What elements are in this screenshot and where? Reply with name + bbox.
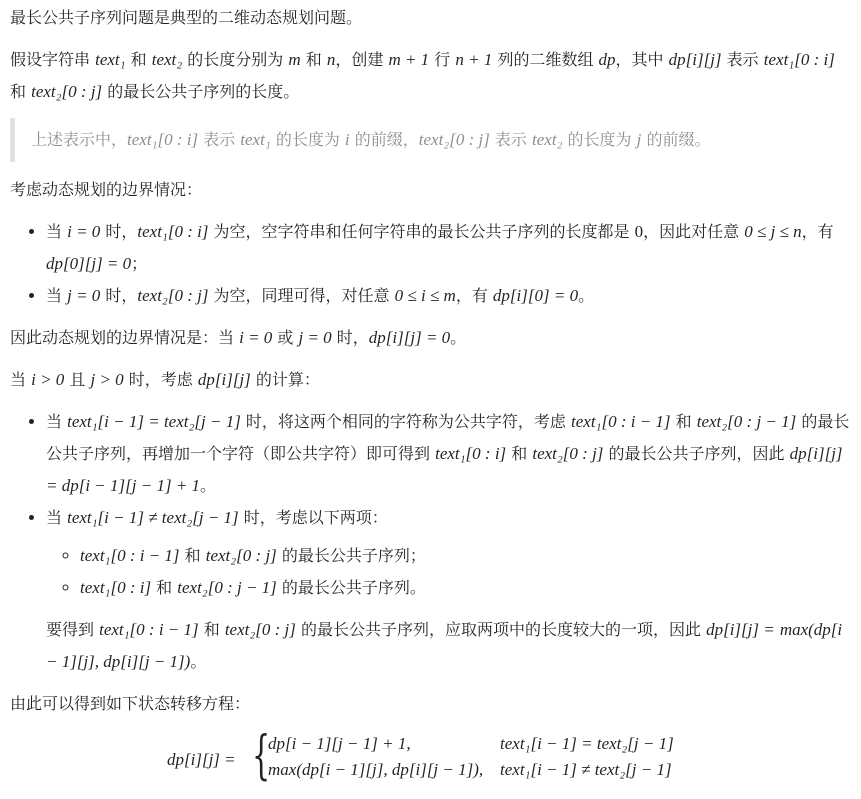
formula-condition-1: text₁[i − 1] = text₂[j − 1] <box>500 734 674 753</box>
text: 时， <box>100 286 138 305</box>
boundary-list <box>10 216 851 312</box>
math: i <box>344 130 350 149</box>
text: 的最长公共子序列； <box>276 546 426 565</box>
list-item <box>46 502 851 678</box>
formula-brace: { <box>252 726 271 786</box>
text: 行 <box>429 50 456 69</box>
text: 时，将这两个相同的字符称为公共字符，考虑 <box>240 412 571 431</box>
math: dp[i][0] = 0 <box>492 286 579 305</box>
math: max(dp[i − 1][j], dp[i][j − 1]) <box>46 620 843 671</box>
text: 且 <box>64 370 91 389</box>
text: 当 <box>46 412 68 431</box>
math: text₂[0 : j − 1] <box>696 412 797 431</box>
list-item <box>80 540 851 572</box>
text: 要得到 <box>46 620 100 639</box>
math: text₁[i − 1] = text₂[j − 1] <box>67 412 241 431</box>
math: text₁[0 : i] <box>435 444 507 463</box>
text: 和 <box>179 546 206 565</box>
math: text₁[0 : i] <box>137 222 209 241</box>
blockquote <box>10 118 851 162</box>
text: 或 <box>272 328 299 347</box>
math: m + 1 <box>388 50 430 69</box>
text: 。 <box>200 476 217 495</box>
formula-case-2: max(dp[i − 1][j], dp[i][j − 1]), <box>268 760 484 779</box>
text: ，有 <box>801 222 834 241</box>
text: 和 <box>670 412 697 431</box>
text: 表示 <box>721 50 764 69</box>
math: text₁[0 : i − 1] <box>80 546 180 565</box>
text: 时， <box>100 222 138 241</box>
math: text₂[0 : j] <box>31 82 103 101</box>
text: 的最长公共子序列，应取两项中的长度较大的一项，因此 <box>295 620 707 639</box>
math: dp[i][j] = dp[i − 1][j − 1] + 1 <box>46 444 843 495</box>
math: n <box>326 50 336 69</box>
text: 当 <box>46 286 68 305</box>
math: text₁[0 : i] <box>80 578 152 597</box>
intro-paragraph: 最长公共子序列问题是典型的二维动态规划问题。 <box>10 8 363 27</box>
math: text₂[0 : j] <box>205 546 277 565</box>
text: 的最长公共子序列，再增加一个字符（即公共字符）即可得到 <box>46 412 850 463</box>
case-conclusion <box>46 614 851 678</box>
math: text₁[0 : i − 1] <box>571 412 671 431</box>
text: 。 <box>190 652 207 671</box>
boundary-summary <box>10 322 851 354</box>
sub-list <box>46 540 851 604</box>
boundary-heading: 考虑动态规划的边界情况： <box>10 180 203 199</box>
text: ； <box>131 254 148 273</box>
transition-heading: 由此可以得到如下状态转移方程： <box>10 694 251 713</box>
text: 和 <box>198 620 225 639</box>
math: i = 0 <box>67 222 101 241</box>
text: 上述表示中， <box>31 130 128 149</box>
text: 的长度分别为 <box>182 50 289 69</box>
text: ，创建 <box>335 50 389 69</box>
math: 0 ≤ j ≤ n <box>744 222 802 241</box>
text: 因此动态规划的边界情况是：当 <box>10 328 240 347</box>
text: 表示 <box>489 130 533 149</box>
math: j = 0 <box>67 286 101 305</box>
text: 和 <box>10 82 32 101</box>
text: 当 <box>10 370 32 389</box>
math: dp[0][j] = 0 <box>46 254 132 273</box>
math: text₂[0 : j − 1] <box>177 578 277 597</box>
text: 的最长公共子序列，因此 <box>603 444 790 463</box>
text: 时，考虑以下两项： <box>238 508 388 527</box>
math: i > 0 <box>31 370 65 389</box>
text: ，因此对任意 <box>643 222 745 241</box>
text: 的前缀。 <box>641 130 711 149</box>
math: text₂[0 : j] <box>418 130 490 149</box>
text: 的最长公共子序列的长度。 <box>102 82 300 101</box>
math: text₁[0 : i] <box>763 50 835 69</box>
text: 的长度为 <box>562 130 637 149</box>
case-list <box>10 406 851 678</box>
math: i = 0 <box>239 328 273 347</box>
text: 的最长公共子序列。 <box>276 578 426 597</box>
text: 和 <box>125 50 152 69</box>
case-heading <box>10 364 851 396</box>
text: 。 <box>578 286 595 305</box>
list-item <box>46 406 851 502</box>
text: 为空，同理可得，对任意 <box>208 286 395 305</box>
text: 假设字符串 <box>10 50 96 69</box>
math: text₁[0 : i − 1] <box>99 620 199 639</box>
text: ，其中 <box>615 50 669 69</box>
math: dp <box>598 50 616 69</box>
setup-paragraph <box>10 44 851 108</box>
math: text₂[0 : j] <box>224 620 296 639</box>
text: 时，考虑 <box>123 370 198 389</box>
text: 时， <box>331 328 369 347</box>
text: ，有 <box>455 286 493 305</box>
math: text₁ <box>240 130 271 149</box>
math: m <box>288 50 301 69</box>
math: j <box>636 130 642 149</box>
state-transition-formula <box>10 726 851 792</box>
math: text₂[0 : j] <box>532 444 604 463</box>
list-item <box>80 572 851 604</box>
math: text₁[0 : i] <box>127 130 199 149</box>
math: text₂ <box>532 130 563 149</box>
math: j = 0 <box>298 328 332 347</box>
math: text₂[0 : j] <box>137 286 209 305</box>
math: 0 ≤ i ≤ m <box>394 286 456 305</box>
text: 为空，空字符串和任何字符串的最长公共子序列的长度都是 <box>208 222 635 241</box>
math: text₂ <box>151 50 183 69</box>
math: n + 1 <box>455 50 493 69</box>
math: dp[i][j] = 0 <box>368 328 451 347</box>
text: 表示 <box>198 130 241 149</box>
text: 和 <box>151 578 178 597</box>
text: 当 <box>46 508 68 527</box>
text: 的前缀， <box>349 130 419 149</box>
math: dp[i][j] <box>668 50 722 69</box>
formula-condition-2: text₁[i − 1] ≠ text₂[j − 1] <box>500 760 672 779</box>
text: 和 <box>300 50 327 69</box>
text: 的计算： <box>250 370 320 389</box>
math: text₁[i − 1] ≠ text₂[j − 1] <box>67 508 239 527</box>
math: 0 <box>634 222 644 241</box>
list-item <box>46 216 851 280</box>
text: 和 <box>506 444 533 463</box>
text: 的长度为 <box>270 130 345 149</box>
text: 。 <box>450 328 467 347</box>
text: 当 <box>46 222 68 241</box>
math: j > 0 <box>90 370 124 389</box>
formula-lhs: dp[i][j] = <box>167 750 236 769</box>
list-item <box>46 280 851 312</box>
text: 列的二维数组 <box>492 50 599 69</box>
math: text₁ <box>95 50 126 69</box>
formula-case-1: dp[i − 1][j − 1] + 1, <box>268 734 411 753</box>
math: dp[i][j] = <box>706 620 775 639</box>
math: dp[i][j] <box>197 370 251 389</box>
